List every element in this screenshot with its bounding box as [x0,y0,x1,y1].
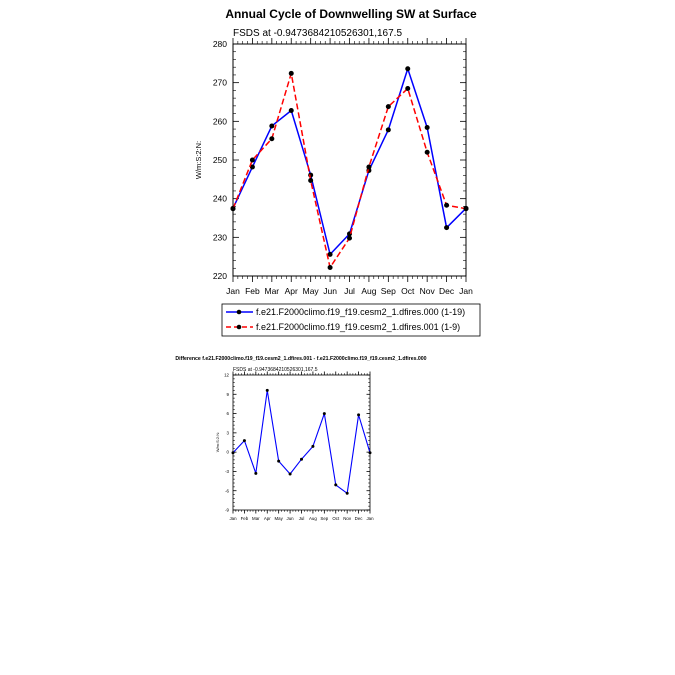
series-1-point [243,439,246,442]
y-tick-label: -3 [225,468,229,474]
annual-cycle-chart [194,7,480,336]
legend-marker-series-2 [237,325,242,330]
series-2-point [425,150,430,155]
x-tick-label: Jun [323,286,337,296]
x-tick-label: Jul [298,516,305,521]
y-tick-label: 3 [226,430,229,436]
y-tick-label: 250 [212,154,227,165]
series-1-point [334,483,337,486]
difference-chart [175,356,426,521]
main-chart-title: Annual Cycle of Downwelling SW at Surface [225,7,477,21]
x-tick-label: Jan [226,286,240,296]
x-tick-label: Apr [284,286,298,296]
series-2-point [444,203,449,208]
main-chart-y-axis-label: W/m:S:2:N: [194,140,203,180]
y-tick-label: 6 [226,411,229,417]
y-tick-label: -6 [225,488,229,494]
main-plot-frame [233,44,466,276]
x-tick-label: Oct [332,516,340,521]
series-1-point [289,473,292,476]
difference-chart-y-axis-label: W/m:S:2:N: [215,431,220,453]
main-chart-legend [222,304,480,336]
x-tick-label: Apr [263,516,271,521]
y-tick-label: -9 [225,507,229,513]
series-2-point [269,136,274,141]
y-tick-label: 230 [212,232,227,243]
series-2-point [366,164,371,169]
x-tick-label: Dec [439,286,455,296]
series-1-point [386,127,391,132]
y-tick-label: 280 [212,38,227,49]
series-1-point [346,492,349,495]
series-1-point [269,123,274,128]
series-2-point [289,71,294,76]
series-1-point [232,451,235,454]
x-tick-label: Mar [252,516,260,521]
x-tick-label: Oct [401,286,415,296]
difference-chart-series [232,389,372,495]
x-tick-label: Jun [286,516,294,521]
x-tick-label: Nov [343,516,352,521]
series-2-point [250,158,255,163]
x-tick-label: Feb [245,286,260,296]
series-1-point [254,472,257,475]
series-2-point [386,104,391,109]
series-1-point [300,458,303,461]
y-tick-label: 270 [212,77,227,88]
series-1-point [444,225,449,230]
x-tick-label: Jan [459,286,473,296]
y-tick-label: 12 [224,372,229,378]
legend-label-series-1: f.e21.F2000climo.f19_f19.cesm2_1.dfires.000 (1-19) [256,307,466,317]
series-1-point [328,252,333,257]
x-tick-label: Aug [361,286,377,296]
x-tick-label: Mar [264,286,280,296]
series-1-point [357,413,360,416]
legend-marker-series-1 [237,310,242,315]
series-2-point [328,265,333,270]
difference-chart-subtitle: FSDS at -0.9473684210526301,167.5 [233,367,318,373]
y-tick-label: 9 [226,391,229,397]
series-1-point [405,66,410,71]
x-tick-label: Sep [320,516,329,521]
x-tick-label: Sep [380,286,396,296]
difference-chart-title: Difference f.e21.F2000climo.f19_f19.cesm2_1.dfires.001 - f.e21.F2000climo.f19_f19.cesm2_1.dfires.000 [175,356,427,362]
series-1-point [369,451,372,454]
y-tick-label: 220 [212,270,227,281]
series-1-point [425,125,430,130]
y-tick-label: 240 [212,193,227,204]
x-tick-label: Dec [354,516,363,521]
x-tick-label: May [274,516,283,521]
x-tick-label: Feb [240,516,249,521]
series-2-point [464,206,469,211]
series-1-point [311,445,314,448]
series-2-point [308,178,313,183]
series-2-point [231,206,236,211]
series-1-point [289,108,294,113]
main-chart-subtitle: FSDS at -0.9473684210526301,167.5 [233,28,403,39]
series-1-point [277,460,280,463]
series-2-point [347,236,352,241]
series-line-1 [233,390,370,493]
series-1-point [266,389,269,392]
y-tick-label: 0 [226,449,229,455]
legend-label-series-2: f.e21.F2000climo.f19_f19.cesm2_1.dfires.001 (1-9) [256,322,461,332]
x-tick-label: Aug [309,516,317,521]
x-tick-label: Jan [229,516,237,521]
x-tick-label: May [302,286,319,296]
series-2-point [405,86,410,91]
x-tick-label: Nov [419,286,435,296]
x-tick-label: Jul [344,286,355,296]
main-chart-series [231,66,469,270]
y-tick-label: 260 [212,116,227,127]
series-1-point [323,412,326,415]
difference-plot-frame [233,375,370,510]
x-tick-label: Jan [366,516,374,521]
